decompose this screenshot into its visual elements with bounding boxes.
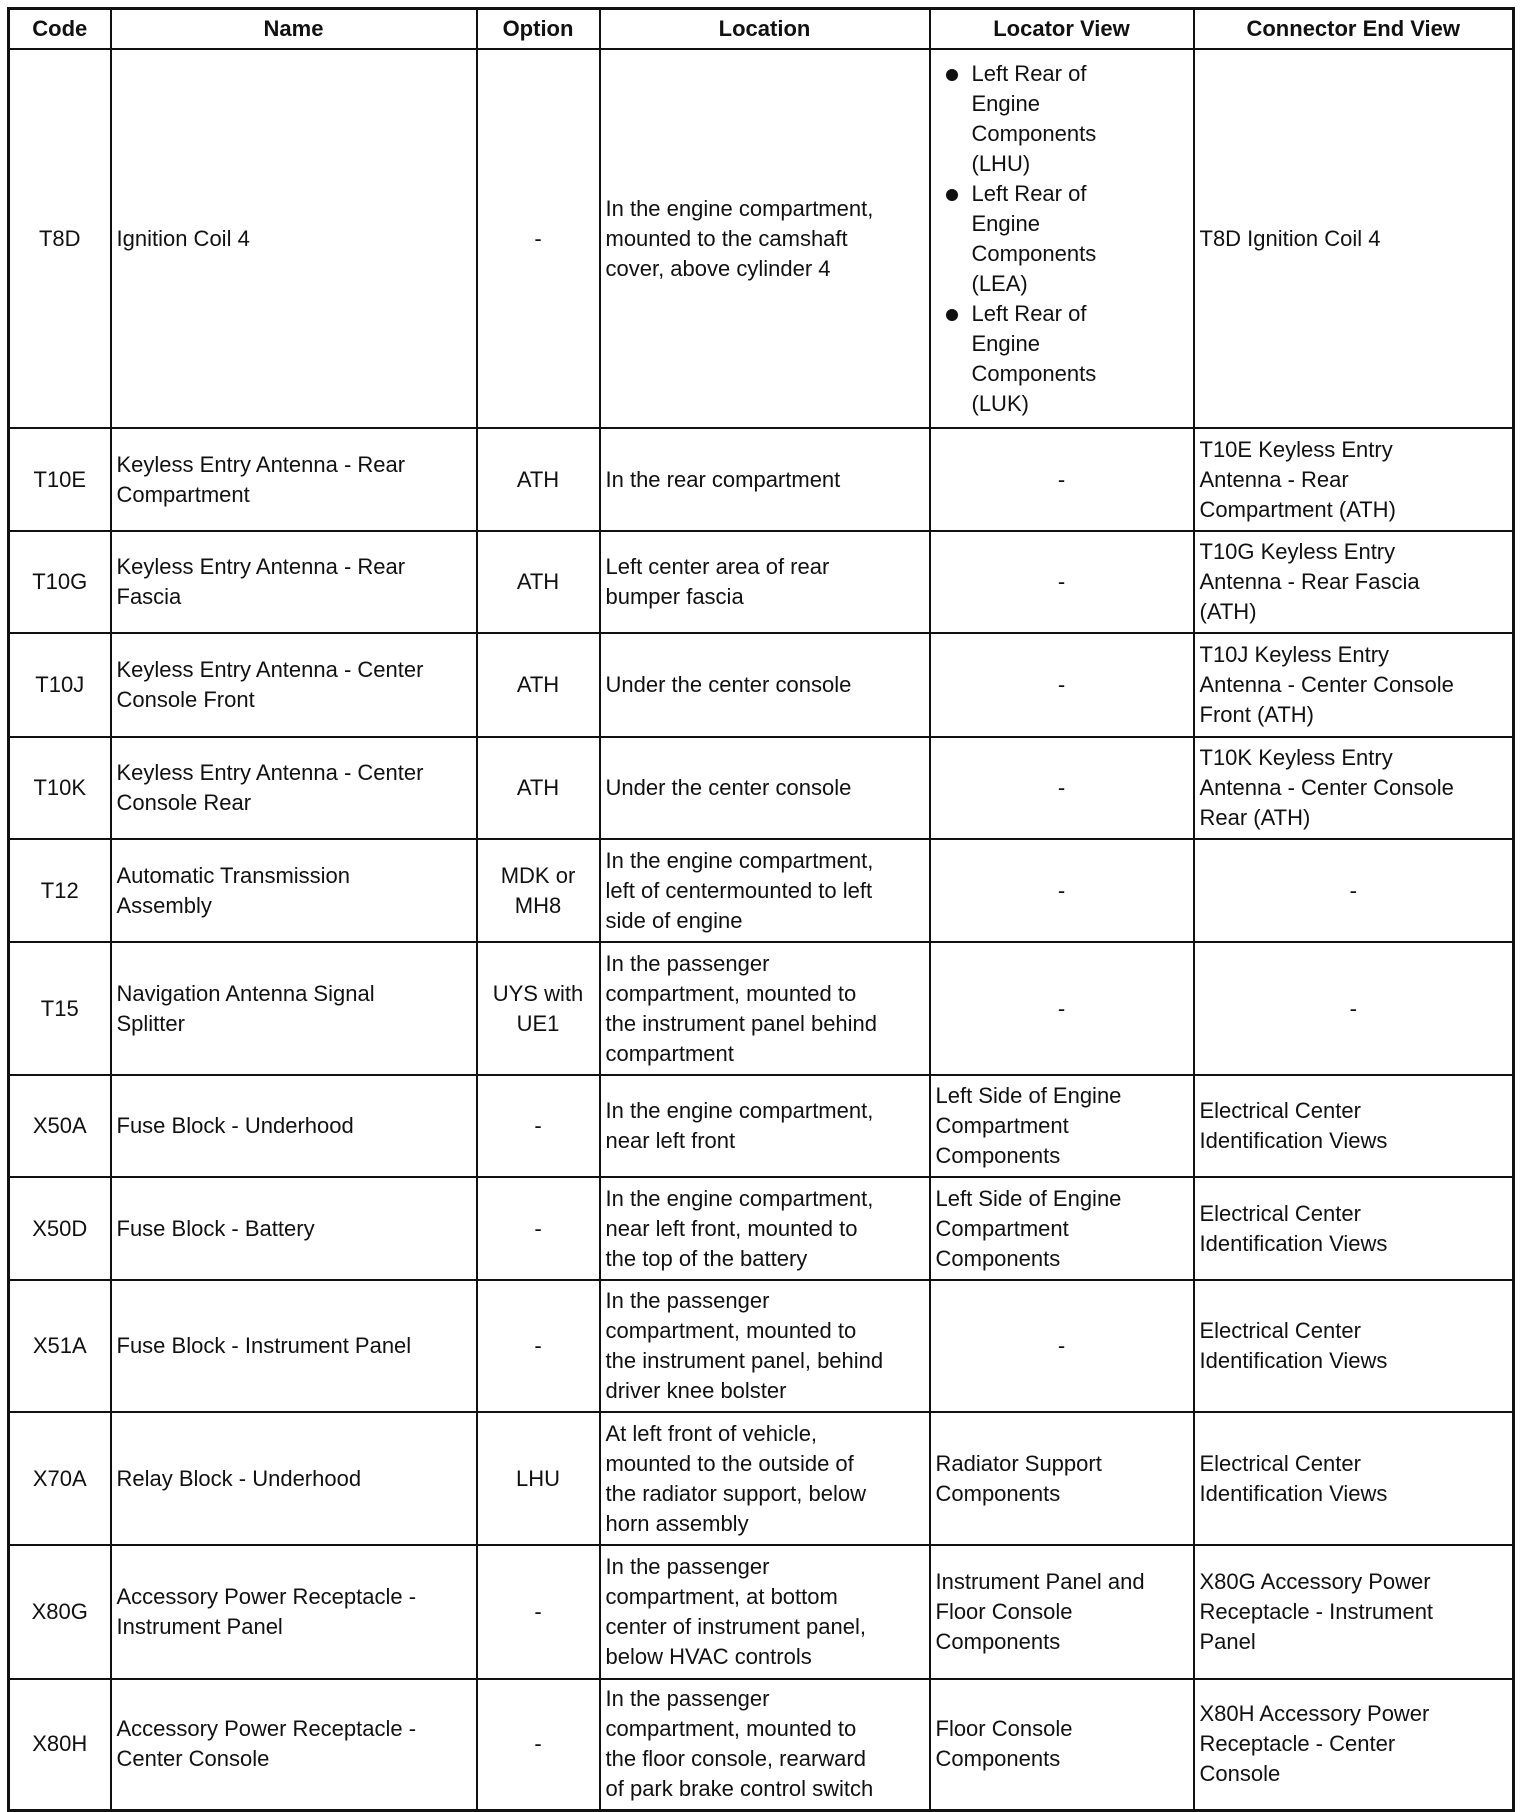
cell-name: Keyless Entry Antenna - Center Console Front bbox=[111, 633, 477, 737]
cell-code: X80G bbox=[9, 1545, 111, 1679]
cell-code: X51A bbox=[9, 1280, 111, 1412]
locator-list bbox=[936, 59, 1188, 419]
table-row bbox=[9, 737, 1514, 839]
cell-option: ATH bbox=[477, 633, 600, 737]
cell-location: In the engine compartment, near left front bbox=[600, 1075, 930, 1177]
cell-locator-view: Instrument Panel and Floor Console Components bbox=[930, 1545, 1194, 1679]
cell-connector-end-view: X80H Accessory Power Receptacle - Center Console bbox=[1194, 1679, 1514, 1810]
cell-name: Ignition Coil 4 bbox=[111, 49, 477, 428]
cell-connector-end-view: Electrical Center Identification Views bbox=[1194, 1177, 1514, 1280]
cell-option: - bbox=[477, 49, 600, 428]
header-locator-view: Locator View bbox=[930, 9, 1194, 50]
cell-location: In the engine compartment, left of centermounted to left side of engine bbox=[600, 839, 930, 942]
cell-location: Left center area of rear bumper fascia bbox=[600, 531, 930, 633]
cell-connector-end-view: T10G Keyless Entry Antenna - Rear Fascia (ATH) bbox=[1194, 531, 1514, 633]
table-row bbox=[9, 1177, 1514, 1280]
cell-code: X80H bbox=[9, 1679, 111, 1810]
cell-locator-view: - bbox=[930, 839, 1194, 942]
cell-name: Accessory Power Receptacle - Center Console bbox=[111, 1679, 477, 1810]
cell-name: Accessory Power Receptacle - Instrument Panel bbox=[111, 1545, 477, 1679]
cell-name: Keyless Entry Antenna - Rear Compartment bbox=[111, 428, 477, 531]
connector-table bbox=[7, 7, 1515, 1812]
cell-option: ATH bbox=[477, 428, 600, 531]
header-row bbox=[9, 9, 1514, 50]
table-row bbox=[9, 428, 1514, 531]
header-name: Name bbox=[111, 9, 477, 50]
cell-location: In the passenger compartment, mounted to the instrument panel, behind driver knee bolster bbox=[600, 1280, 930, 1412]
cell-name: Fuse Block - Instrument Panel bbox=[111, 1280, 477, 1412]
table-row bbox=[9, 1280, 1514, 1412]
cell-code: T8D bbox=[9, 49, 111, 428]
cell-code: T10K bbox=[9, 737, 111, 839]
cell-name: Automatic Transmission Assembly bbox=[111, 839, 477, 942]
table-row bbox=[9, 1075, 1514, 1177]
cell-location: Under the center console bbox=[600, 737, 930, 839]
cell-name: Relay Block - Underhood bbox=[111, 1412, 477, 1545]
cell-option: UYS with UE1 bbox=[477, 942, 600, 1075]
cell-name: Fuse Block - Battery bbox=[111, 1177, 477, 1280]
cell-location: In the passenger compartment, mounted to the instrument panel behind compartment bbox=[600, 942, 930, 1075]
cell-locator-view: - bbox=[930, 531, 1194, 633]
locator-list-item: Left Rear of Engine Components (LUK) bbox=[972, 299, 1188, 419]
cell-location: In the engine compartment, mounted to the camshaft cover, above cylinder 4 bbox=[600, 49, 930, 428]
cell-option: - bbox=[477, 1545, 600, 1679]
cell-connector-end-view: T8D Ignition Coil 4 bbox=[1194, 49, 1514, 428]
cell-locator-view: - bbox=[930, 942, 1194, 1075]
cell-connector-end-view: T10K Keyless Entry Antenna - Center Console Rear (ATH) bbox=[1194, 737, 1514, 839]
cell-location: At left front of vehicle, mounted to the outside of the radiator support, below horn assembly bbox=[600, 1412, 930, 1545]
table-row bbox=[9, 1412, 1514, 1545]
cell-name: Navigation Antenna Signal Splitter bbox=[111, 942, 477, 1075]
cell-connector-end-view: Electrical Center Identification Views bbox=[1194, 1075, 1514, 1177]
table-row bbox=[9, 1679, 1514, 1810]
cell-location: In the passenger compartment, mounted to the floor console, rearward of park brake control switch bbox=[600, 1679, 930, 1810]
table-row bbox=[9, 1545, 1514, 1679]
cell-code: X70A bbox=[9, 1412, 111, 1545]
cell-option: - bbox=[477, 1679, 600, 1810]
table-row bbox=[9, 633, 1514, 737]
cell-location: In the engine compartment, near left front, mounted to the top of the battery bbox=[600, 1177, 930, 1280]
cell-option: - bbox=[477, 1075, 600, 1177]
cell-option: ATH bbox=[477, 531, 600, 633]
cell-option: MDK or MH8 bbox=[477, 839, 600, 942]
cell-locator-view: - bbox=[930, 428, 1194, 531]
cell-name: Keyless Entry Antenna - Center Console Rear bbox=[111, 737, 477, 839]
cell-option: ATH bbox=[477, 737, 600, 839]
cell-locator-view: - bbox=[930, 737, 1194, 839]
cell-connector-end-view: T10J Keyless Entry Antenna - Center Console Front (ATH) bbox=[1194, 633, 1514, 737]
header-location: Location bbox=[600, 9, 930, 50]
header-code: Code bbox=[9, 9, 111, 50]
cell-locator-view: - bbox=[930, 633, 1194, 737]
cell-code: T15 bbox=[9, 942, 111, 1075]
cell-locator-view bbox=[930, 49, 1194, 428]
table-row bbox=[9, 942, 1514, 1075]
cell-connector-end-view: T10E Keyless Entry Antenna - Rear Compartment (ATH) bbox=[1194, 428, 1514, 531]
cell-connector-end-view: Electrical Center Identification Views bbox=[1194, 1412, 1514, 1545]
locator-list-item: Left Rear of Engine Components (LEA) bbox=[972, 179, 1188, 299]
table-row bbox=[9, 839, 1514, 942]
cell-code: T12 bbox=[9, 839, 111, 942]
cell-location: Under the center console bbox=[600, 633, 930, 737]
cell-code: T10E bbox=[9, 428, 111, 531]
cell-code: X50D bbox=[9, 1177, 111, 1280]
cell-connector-end-view: Electrical Center Identification Views bbox=[1194, 1280, 1514, 1412]
cell-connector-end-view: - bbox=[1194, 942, 1514, 1075]
cell-option: - bbox=[477, 1177, 600, 1280]
cell-connector-end-view: X80G Accessory Power Receptacle - Instrument Panel bbox=[1194, 1545, 1514, 1679]
table-row bbox=[9, 531, 1514, 633]
cell-name: Keyless Entry Antenna - Rear Fascia bbox=[111, 531, 477, 633]
table-row bbox=[9, 49, 1514, 428]
cell-connector-end-view: - bbox=[1194, 839, 1514, 942]
cell-code: X50A bbox=[9, 1075, 111, 1177]
header-connector-end-view: Connector End View bbox=[1194, 9, 1514, 50]
cell-name: Fuse Block - Underhood bbox=[111, 1075, 477, 1177]
cell-locator-view: - bbox=[930, 1280, 1194, 1412]
cell-location: In the passenger compartment, at bottom center of instrument panel, below HVAC controls bbox=[600, 1545, 930, 1679]
cell-location: In the rear compartment bbox=[600, 428, 930, 531]
cell-locator-view: Radiator Support Components bbox=[930, 1412, 1194, 1545]
cell-code: T10G bbox=[9, 531, 111, 633]
cell-locator-view: Left Side of Engine Compartment Components bbox=[930, 1075, 1194, 1177]
cell-option: - bbox=[477, 1280, 600, 1412]
cell-option: LHU bbox=[477, 1412, 600, 1545]
cell-code: T10J bbox=[9, 633, 111, 737]
cell-locator-view: Left Side of Engine Compartment Components bbox=[930, 1177, 1194, 1280]
locator-list-item: Left Rear of Engine Components (LHU) bbox=[972, 59, 1188, 179]
cell-locator-view: Floor Console Components bbox=[930, 1679, 1194, 1810]
header-option: Option bbox=[477, 9, 600, 50]
